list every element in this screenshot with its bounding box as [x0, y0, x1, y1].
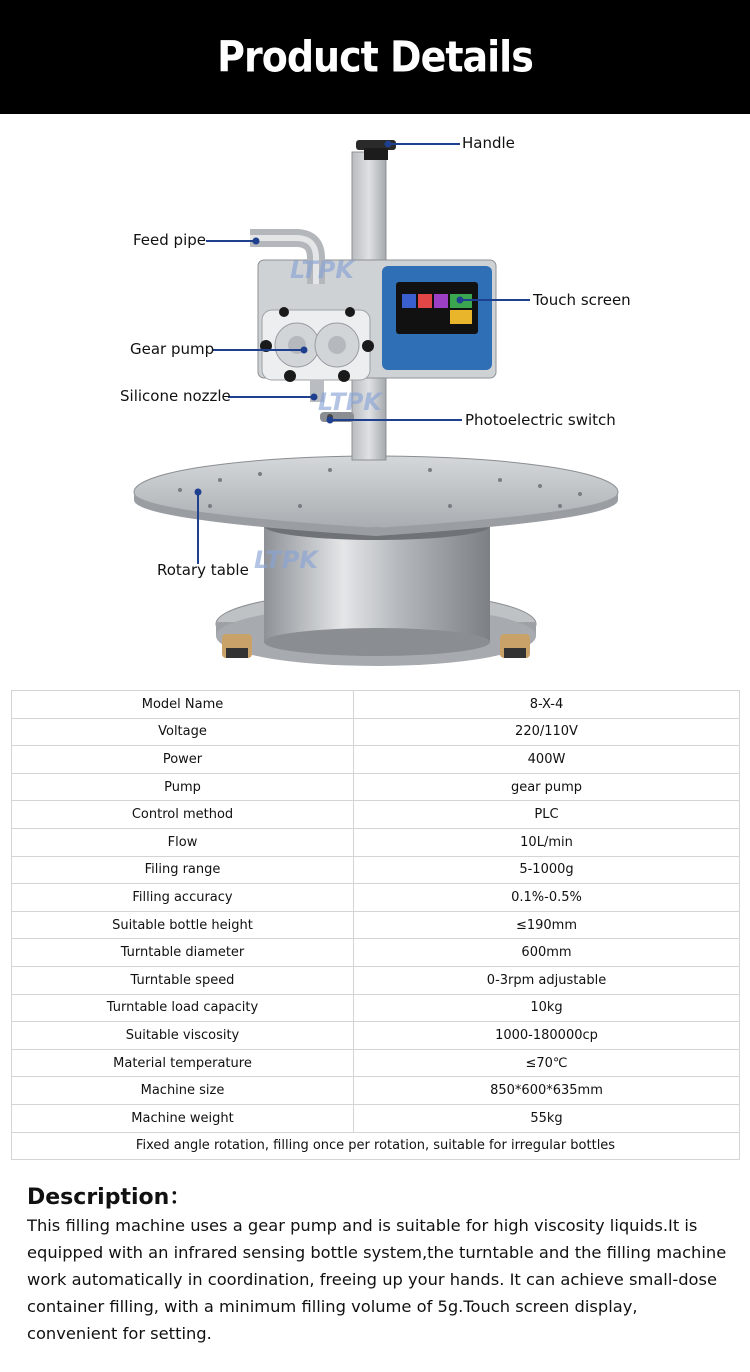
base-cylinder: [264, 524, 490, 642]
spec-label: Turntable load capacity: [12, 994, 354, 1022]
callout-feed-pipe: Feed pipe: [133, 231, 206, 249]
page-header: [0, 0, 750, 114]
callout-rotary-table: Rotary table: [157, 561, 249, 579]
callout-touch-screen: Touch screen: [533, 291, 631, 309]
spec-label: Filing range: [12, 856, 354, 884]
spec-label: Material temperature: [12, 1049, 354, 1077]
spec-row: [12, 828, 740, 856]
page-title: Product Details: [217, 32, 533, 82]
watermark-text: LTPK: [290, 256, 354, 284]
spec-value: ≤70℃: [354, 1049, 740, 1077]
spec-value: 1000-180000cp: [354, 1022, 740, 1050]
spec-value: 8-X-4: [354, 691, 740, 719]
callout-silicone-nozzle: Silicone nozzle: [120, 387, 231, 405]
spec-value: gear pump: [354, 773, 740, 801]
spec-row: [12, 966, 740, 994]
spec-label: Filling accuracy: [12, 884, 354, 912]
spec-value: 55kg: [354, 1104, 740, 1132]
spec-table-body: [12, 691, 740, 1160]
callout-handle: Handle: [462, 134, 515, 152]
spec-row: [12, 911, 740, 939]
spec-label: Suitable bottle height: [12, 911, 354, 939]
machine-illustration: [0, 114, 750, 690]
spec-value: 5-1000g: [354, 856, 740, 884]
svg-text:LTPK: LTPK: [254, 546, 318, 574]
spec-label: Turntable diameter: [12, 939, 354, 967]
spec-footer-note: Fixed angle rotation, filling once per rotation, suitable for irregular bottles: [12, 1132, 740, 1160]
product-figure: [0, 114, 750, 690]
spec-row: [12, 1077, 740, 1105]
spec-value: 850*600*635mm: [354, 1077, 740, 1105]
spec-label: Turntable speed: [12, 966, 354, 994]
spec-label: Model Name: [12, 691, 354, 719]
spec-table: [11, 690, 740, 1160]
spec-label: Control method: [12, 801, 354, 829]
spec-label: Power: [12, 746, 354, 774]
spec-row: [12, 939, 740, 967]
spec-row: [12, 1104, 740, 1132]
spec-row: [12, 773, 740, 801]
spec-label: Voltage: [12, 718, 354, 746]
spec-value: ≤190mm: [354, 911, 740, 939]
spec-value: PLC: [354, 801, 740, 829]
callout-gear-pump: Gear pump: [130, 340, 215, 358]
spec-label: Suitable viscosity: [12, 1022, 354, 1050]
spec-row: [12, 856, 740, 884]
spec-row: [12, 691, 740, 719]
spec-value: 0-3rpm adjustable: [354, 966, 740, 994]
spec-row: [12, 884, 740, 912]
spec-footer-row: [12, 1132, 740, 1160]
svg-text:LTPK: LTPK: [318, 388, 382, 416]
spec-value: 10kg: [354, 994, 740, 1022]
spec-row: [12, 718, 740, 746]
spec-value: 10L/min: [354, 828, 740, 856]
spec-value: 0.1%-0.5%: [354, 884, 740, 912]
spec-row: [12, 1049, 740, 1077]
spec-label: Pump: [12, 773, 354, 801]
spec-label: Machine size: [12, 1077, 354, 1105]
spec-row: [12, 801, 740, 829]
spec-value: 600mm: [354, 939, 740, 967]
spec-row: [12, 1022, 740, 1050]
spec-label: Flow: [12, 828, 354, 856]
description-body: This filling machine uses a gear pump and is suitable for high viscosity liquids.It is equipped with an infrared sensing bottle system,the turntable and the filling machine work automatically in coordination, freeing up your hands. It can achieve small-dose container filling, with a minimum filling volume of 5g.Touch screen display, convenient for setting.: [27, 1216, 727, 1343]
spec-row: [12, 746, 740, 774]
callout-photoelectric-switch: Photoelectric switch: [465, 411, 616, 429]
spec-value: 400W: [354, 746, 740, 774]
description-title: Description：: [27, 1185, 192, 1210]
spec-value: 220/110V: [354, 718, 740, 746]
spec-row: [12, 994, 740, 1022]
spec-label: Machine weight: [12, 1104, 354, 1132]
